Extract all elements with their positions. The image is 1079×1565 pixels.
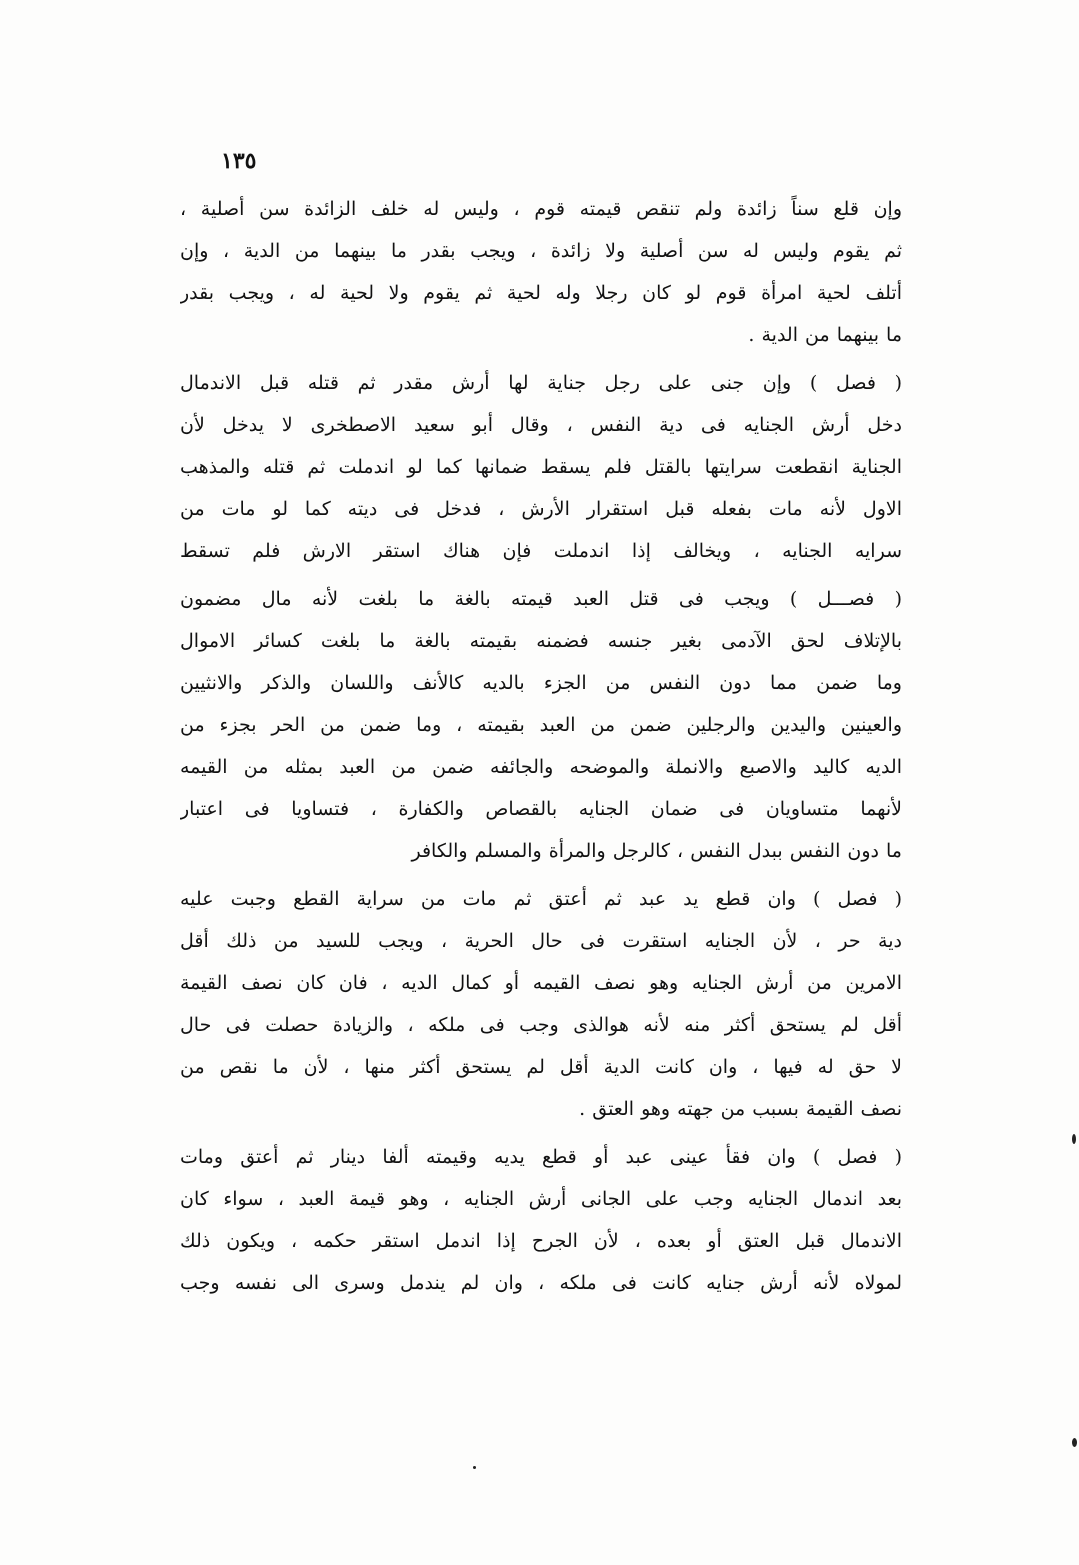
text-line: لا حق له فيها ، وان كانت الدية أقل لم يستحق أكثر منها ، لأن ما نقص من xyxy=(180,1056,902,1078)
text-line: سرايه الجنايه ، ويخالف إذا اندملت فإن هناك استقر الارش فلم تسقط xyxy=(180,540,902,562)
paragraph-4 xyxy=(180,878,902,1130)
scan-speck xyxy=(473,1466,476,1469)
text-line: ( فصـــل ) ويجب فى قتل العبد قيمته بالغة ما بلغت لأنه مال مضمون xyxy=(180,588,902,610)
text-line: دخل أرش الجنايه فى دية النفس ، وقال أبو سعيد الاصطخرى لا يدخل لأن xyxy=(180,414,902,436)
page-number: ١٣٥ xyxy=(221,148,257,174)
text-line: والعينين واليدين والرجلين ضمن من العبد بقيمته ، وما ضمن من الحر بجزء من xyxy=(180,714,902,736)
scan-speck xyxy=(1072,1438,1077,1447)
text-line: ما بينهما من الدية . xyxy=(748,324,902,346)
text-line: ( فصل ) وإن جنى على رجل جناية لها أرش مقدر ثم قتله قبل الاندمال xyxy=(180,372,902,394)
paragraph-5 xyxy=(180,1136,902,1304)
text-line: نصف القيمة بسبب من جهته وهو العتق . xyxy=(579,1098,902,1120)
scan-speck xyxy=(1072,1134,1076,1144)
body-text xyxy=(180,188,902,1310)
paragraph-3 xyxy=(180,578,902,872)
paragraph-2 xyxy=(180,362,902,572)
text-line: الامرين من أرش الجنايه وهو نصف القيمه أو كمال الديه ، فان كان نصف القيمة xyxy=(180,972,902,994)
text-line: لأنهما متساويان فى ضمان الجنايه بالقصاص والكفارة ، فتساويا فى اعتبار xyxy=(180,798,902,820)
paragraph-1 xyxy=(180,188,902,356)
text-line: ( فصل ) وان قطع يد عبد ثم أعتق ثم مات من سراية القطع وجبت عليه xyxy=(180,888,902,910)
text-line: بعد اندمال الجنايه وجب على الجانى أرش الجنايه ، وهو قيمة العبد ، سواء كان xyxy=(180,1188,902,1210)
text-line: ( فصل ) وان فقأ عينى عبد أو قطع يديه وقيمته ألفا دينار ثم أعتق ومات xyxy=(180,1146,902,1168)
text-line: الجناية انقطعت سرايتها بالقتل فلم يسقط ضمانها كما لو اندملت ثم قتله والمذهب xyxy=(180,456,902,478)
text-line: دية حر ، لأن الجنايه استقرت فى حال الحرية ، ويجب للسيد من ذلك أقل xyxy=(180,930,902,952)
text-line: بالإتلاف لحق الآدمى بغير جنسه فضمنه بقيمته بالغة ما بلغت كسائر الاموال xyxy=(180,630,902,652)
text-line: وما ضمن مما دون النفس من الجزء بالديه كالأنف واللسان والذكر والانثيين xyxy=(180,672,902,694)
text-line: أتلف لحية امرأة قوم لو كان رجلا وله لحية ثم يقوم ولا لحية له ، ويجب بقدر xyxy=(180,282,902,304)
text-line: الاندمال قبل العتق أو بعده ، لأن الجرح إذا اندمل استقر حكمه ، ويكون ذلك xyxy=(180,1230,902,1252)
text-line: أقل لم يستحق أكثر منه لأنه هوالذى وجب فى ملكه ، والزيادة حصلت فى حال xyxy=(180,1014,902,1036)
text-line: لمولاه لأنه أرش جنايه كانت فى ملكه ، وان لم يندمل وسرى الى نفسه وجب xyxy=(180,1272,902,1294)
text-line: الديه كاليد والاصبع والانملة والموضحه والجائفه ضمن من العبد بمثله من القيمه xyxy=(180,756,902,778)
text-line: ما دون النفس ببدل النفس ، كالرجل والمرأة والمسلم والكافر xyxy=(411,840,902,862)
text-line: ثم يقوم وليس له سن أصلية ولا زائدة ، ويجب بقدر ما بينهما من الدية ، وإن xyxy=(180,240,902,262)
text-line: وإن قلع سناً زائدة ولم تنقص قيمته قوم ، وليس له خلف الزائدة سن أصلية ، xyxy=(180,198,902,220)
text-line: الاول لأنه مات بفعله قبل استقرار الأرش ، فدخل فى ديته كما لو مات من xyxy=(180,498,902,520)
